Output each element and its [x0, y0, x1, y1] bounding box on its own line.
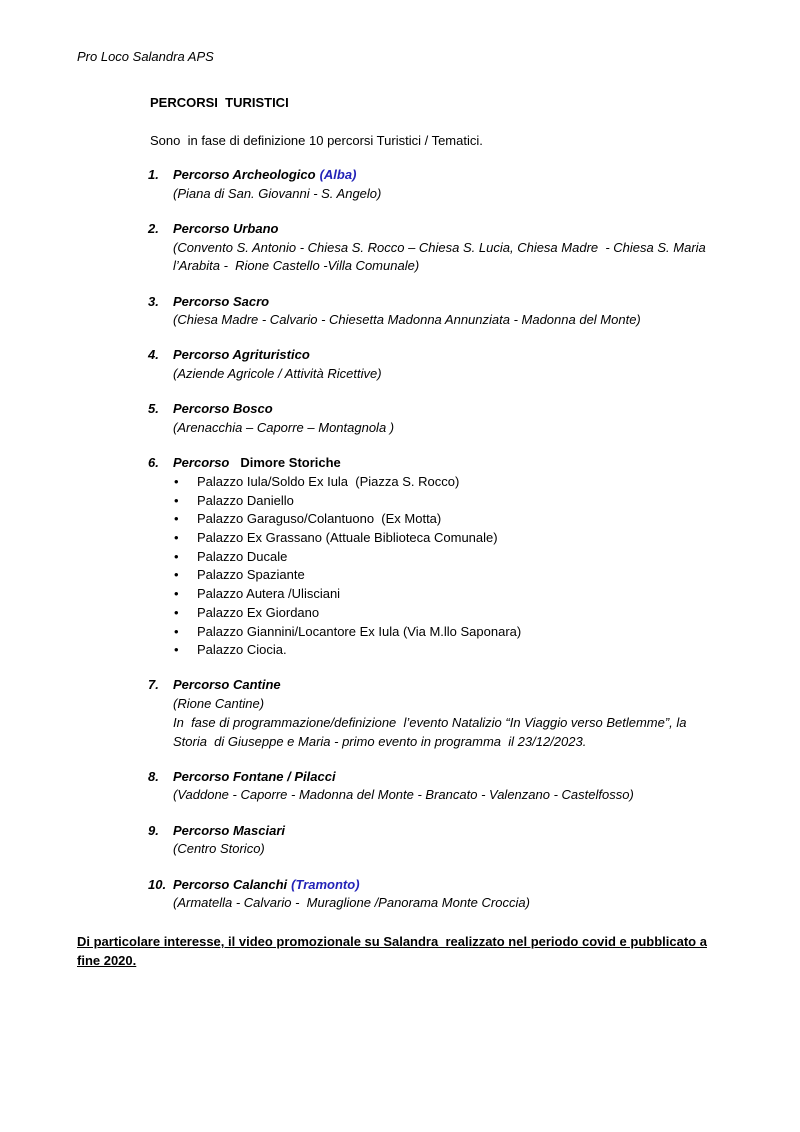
route-name: Percorso Cantine: [173, 677, 281, 693]
residence-label: Palazzo Giannini/Locantore Ex Iula (Via M.llo Saponara): [197, 623, 522, 639]
residence-label: Palazzo Iula/Soldo Ex Iula (Piazza S. Rocco): [197, 473, 460, 489]
route-name: Percorso Calanchi: [173, 876, 288, 892]
bullet-icon: [174, 510, 179, 529]
route-heading: [173, 346, 768, 365]
bullet-icon: [174, 585, 179, 604]
residence-label: Palazzo Ex Grassano (Attuale Biblioteca Comunale): [197, 530, 498, 546]
route-item-sacro: [148, 293, 768, 330]
bullet-icon: [174, 623, 179, 642]
bullet-icon: [174, 492, 179, 511]
residence-item: [173, 473, 768, 492]
route-number: 4.: [148, 347, 159, 363]
route-number: 6.: [148, 455, 159, 471]
route-subtitle: Dimore Storiche: [240, 455, 341, 471]
route-item-dimore-storiche: [148, 454, 768, 660]
route-detail: In fase di programmazione/definizione l’evento Natalizio “In Viaggio verso Betlemme”, la: [173, 714, 687, 730]
route-number: 10.: [148, 876, 167, 892]
route-heading: [173, 768, 768, 787]
route-heading: [173, 400, 768, 419]
section-title: PERCORSI TURISTICI: [150, 95, 289, 110]
footer-note-line: fine 2020.: [77, 952, 137, 968]
bullet-icon: [174, 604, 179, 623]
route-name: Percorso Urbano: [173, 220, 279, 236]
residence-item: [173, 566, 768, 585]
bullet-icon: [174, 641, 179, 660]
residence-label: Palazzo Ciocia.: [197, 642, 287, 658]
residence-item: [173, 548, 768, 567]
route-item-cantine: [148, 676, 768, 751]
residence-list: [173, 473, 768, 660]
route-detail: l’Arabita - Rione Castello -Villa Comunale): [173, 258, 420, 274]
bullet-icon: [174, 529, 179, 548]
bullet-icon: [174, 548, 179, 567]
footer-note: [77, 933, 707, 970]
route-item-calanchi: [148, 876, 768, 913]
route-name: Percorso: [173, 455, 230, 471]
route-item-urbano: [148, 220, 768, 276]
route-heading: [173, 454, 768, 473]
route-detail: (Aziende Agricole / Attività Ricettive): [173, 366, 382, 382]
residence-label: Palazzo Ex Giordano: [197, 604, 320, 620]
residence-label: Palazzo Ducale: [197, 548, 288, 564]
route-detail: (Armatella - Calvario - Muraglione /Panorama Monte Croccia): [173, 895, 530, 911]
route-name: Percorso Masciari: [173, 822, 286, 838]
route-heading: [173, 220, 768, 239]
residence-item: [173, 641, 768, 660]
route-heading: [173, 166, 768, 185]
route-name: Percorso Bosco: [173, 401, 273, 417]
page-header-org: Pro Loco Salandra APS: [77, 49, 214, 64]
route-number: 8.: [148, 768, 159, 784]
route-name: Percorso Sacro: [173, 293, 270, 309]
route-detail: (Centro Storico): [173, 841, 265, 857]
residence-label: Palazzo Spaziante: [197, 567, 305, 583]
residence-item: [173, 623, 768, 642]
route-number: 7.: [148, 677, 159, 693]
route-highlight: (Tramonto): [291, 876, 360, 892]
route-heading: [173, 293, 768, 312]
residence-item: [173, 492, 768, 511]
residence-label: Palazzo Daniello: [197, 492, 294, 508]
route-detail: Storia di Giuseppe e Maria - primo evento in programma il 23/12/2023.: [173, 733, 587, 749]
route-detail: (Piana di San. Giovanni - S. Angelo): [173, 185, 382, 201]
route-number: 1.: [148, 167, 159, 182]
route-detail: (Rione Cantine): [173, 696, 265, 712]
route-heading: [173, 822, 768, 841]
route-item-fontane: [148, 768, 768, 805]
intro-text: Sono in fase di definizione 10 percorsi Turistici / Tematici.: [150, 133, 483, 148]
route-heading: [173, 876, 768, 895]
route-detail: (Arenacchia – Caporre – Montagnola ): [173, 420, 395, 436]
route-highlight: (Alba): [319, 167, 357, 182]
route-detail: (Chiesa Madre - Calvario - Chiesetta Madonna Annunziata - Madonna del Monte): [173, 312, 641, 328]
route-name: Percorso Fontane / Pilacci: [173, 768, 336, 784]
route-name: Percorso Agrituristico: [173, 347, 310, 363]
route-detail: (Vaddone - Caporre - Madonna del Monte - Brancato - Valenzano - Castelfosso): [173, 787, 634, 803]
bullet-icon: [174, 566, 179, 585]
route-number: 2.: [148, 220, 159, 236]
bullet-icon: [174, 473, 179, 492]
route-item-bosco: [148, 400, 768, 437]
residence-item: [173, 510, 768, 529]
routes-list: [148, 166, 768, 930]
route-number: 9.: [148, 822, 159, 838]
route-item-archeologico: [148, 166, 768, 203]
route-heading: [173, 676, 768, 695]
footer-note-line: Di particolare interesse, il video promozionale su Salandra realizzato nel periodo covid e pubblicato a: [77, 934, 707, 949]
residence-label: Palazzo Autera /Ulisciani: [197, 586, 341, 602]
route-detail: (Convento S. Antonio - Chiesa S. Rocco – Chiesa S. Lucia, Chiesa Madre - Chiesa S. Maria: [173, 239, 706, 255]
route-number: 5.: [148, 401, 159, 417]
residence-item: [173, 604, 768, 623]
residence-item: [173, 529, 768, 548]
residence-item: [173, 585, 768, 604]
residence-label: Palazzo Garaguso/Colantuono (Ex Motta): [197, 511, 442, 527]
route-name: Percorso Archeologico: [173, 167, 316, 182]
route-item-agrituristico: [148, 346, 768, 383]
route-item-masciari: [148, 822, 768, 859]
route-number: 3.: [148, 293, 159, 309]
